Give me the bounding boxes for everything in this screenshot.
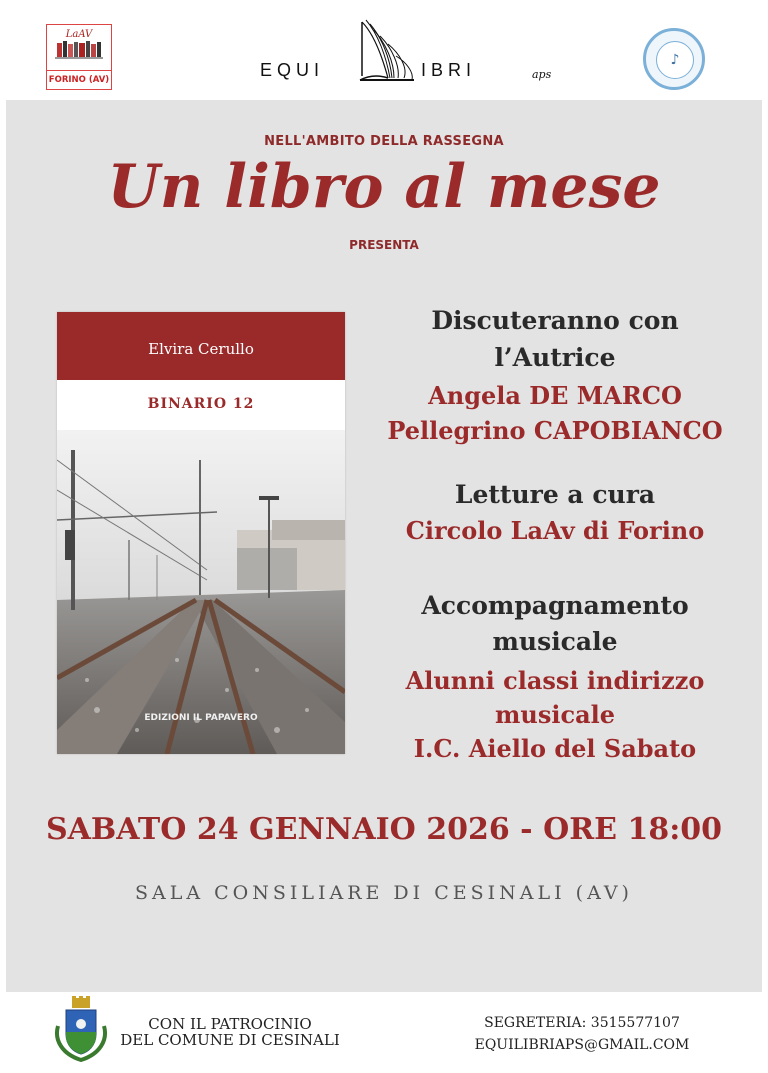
laav-logo-top <box>47 25 111 69</box>
presenta-label: PRESENTA <box>349 238 419 252</box>
book-title: BINARIO 12 <box>147 396 255 412</box>
comune-crest-icon <box>52 996 110 1062</box>
music-heading-line1: Accompagnamento <box>421 591 689 620</box>
svg-text:LaAV: LaAV <box>65 29 93 40</box>
book-shelf-icon <box>47 25 111 65</box>
event-date-time: SABATO 24 GENNAIO 2026 - ORE 18:00 <box>45 812 723 847</box>
patrocinio-line2: DEL COMUNE DI CESINALI <box>120 1031 340 1049</box>
open-book-icon <box>352 16 422 86</box>
discussion-heading-line2: l’Autrice <box>494 343 616 372</box>
rassegna-label: NELL'AMBITO DELLA RASSEGNA <box>264 134 504 149</box>
readings-by: Circolo LaAv di Forino <box>405 516 705 545</box>
brand-right-text: IBRI <box>421 60 477 80</box>
laav-logo-location: FORINO (AV) <box>47 70 111 89</box>
equilibri-logo <box>254 16 564 96</box>
book-publisher: EDIZIONI IL PAPAVERO <box>144 713 258 723</box>
speaker-2: Pellegrino CAPOBIANCO <box>387 416 723 445</box>
music-heading-line2: musicale <box>492 627 618 656</box>
contact-email: EQUILIBRIAPS@GMAIL.COM <box>474 1037 690 1053</box>
patrocinio-text <box>120 1016 340 1048</box>
railway-photo <box>57 430 345 754</box>
music-by-line1: Alunni classi indirizzo <box>405 666 705 695</box>
contacts <box>458 1012 706 1056</box>
discussion-heading-line1: Discuteranno con <box>431 306 679 335</box>
event-venue: SALA CONSILIARE DI CESINALI (AV) <box>135 882 633 904</box>
book-author: Elvira Cerullo <box>148 340 254 358</box>
music-by-line3: I.C. Aiello del Sabato <box>413 734 697 763</box>
patrocinio-line1: CON IL PATROCINIO <box>148 1015 312 1033</box>
readings-heading: Letture a cura <box>454 480 656 509</box>
laav-forino-logo <box>46 24 112 90</box>
music-by-line2: musicale <box>494 700 616 729</box>
series-title: Un libro al mese <box>107 152 661 222</box>
segreteria-phone: SEGRETERIA: 3515577107 <box>484 1015 680 1031</box>
speaker-1: Angela DE MARCO <box>428 381 682 410</box>
main-panel <box>6 100 762 992</box>
music-school-logo-icon: ♪ <box>656 41 694 79</box>
music-school-logo <box>643 28 705 90</box>
brand-suffix: aps <box>532 68 552 81</box>
book-cover <box>57 312 345 754</box>
footer <box>6 994 762 1067</box>
brand-left-text: EQUI <box>260 60 325 80</box>
header <box>6 6 762 98</box>
